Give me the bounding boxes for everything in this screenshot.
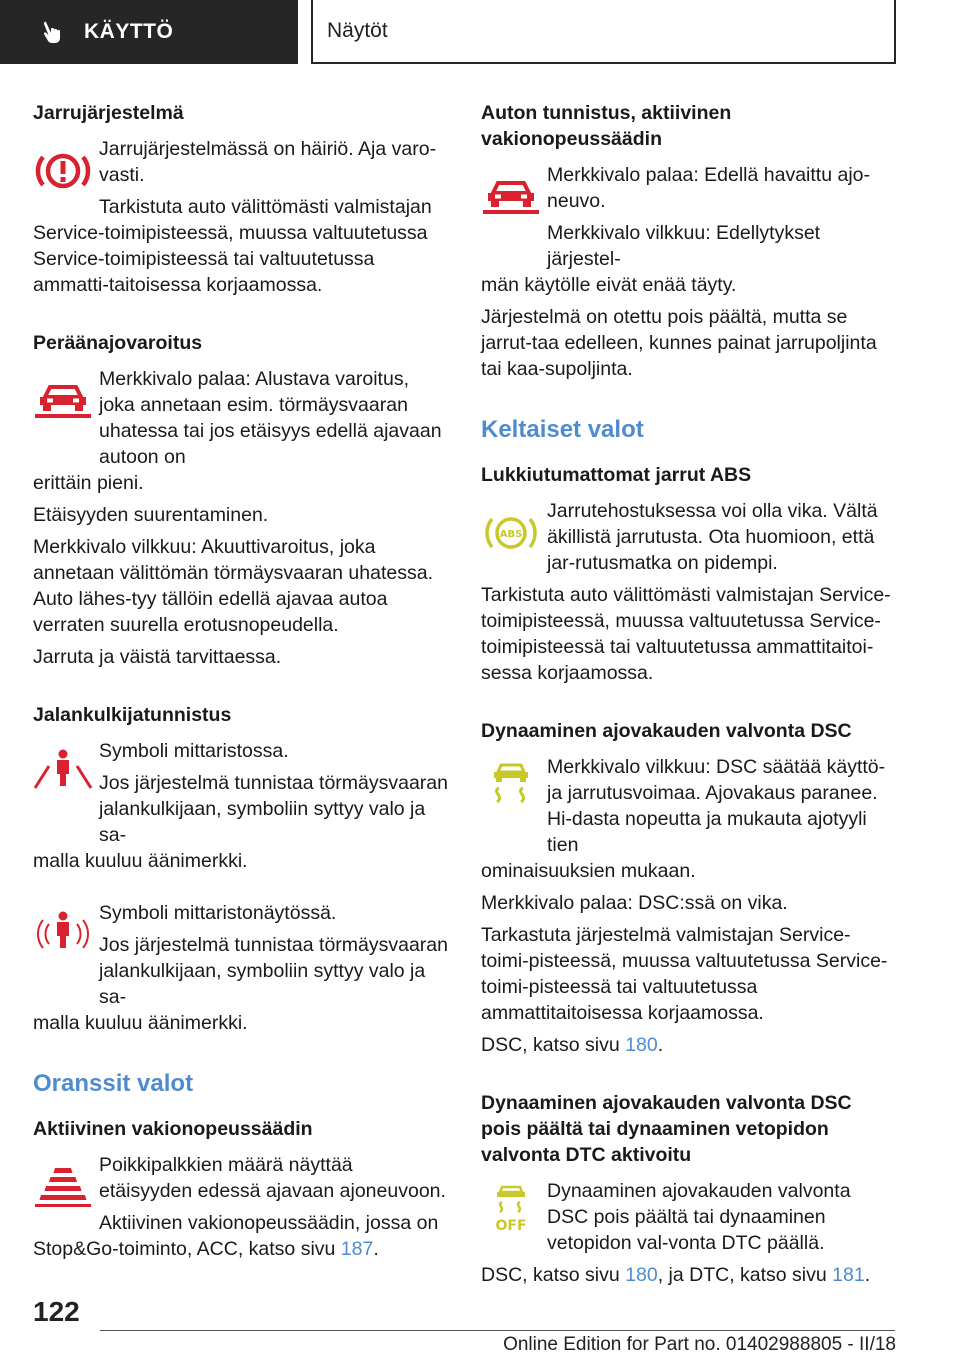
rear-collision-section	[33, 330, 449, 670]
car-detect-icon	[481, 166, 541, 226]
pedestrian-section	[33, 702, 449, 1036]
svg-text:OFF: OFF	[495, 1218, 527, 1234]
dsc-skid-icon	[481, 758, 541, 818]
brake-text-2b: Service-toimipisteessä, muussa valtuutetussa Service-toimipisteessä tai valtuutetussa ammatti-taitoisessa korjaamossa.	[33, 222, 428, 296]
pedestrian-road-icon	[33, 744, 93, 804]
rear-collision-text-3: Merkkivalo vilkkuu: Akuuttivaroitus, joka annetaan välittömän törmäysvaaran uhatessa. Auto lähes-tyy tällöin edellä ajavaa autoa verraten suurella erotusnopeudella.	[33, 536, 433, 636]
pedestrian-sound-icon	[33, 906, 93, 966]
dsc-off-text-2: DSC, katso sivu 180, ja DTC, katso sivu 181.	[481, 1264, 871, 1286]
pedestrian-a-text-2a: Jos järjestelmä tunnistaa törmäysvaaran jalankulkijaan, symboliin syttyy valo ja sa-	[99, 772, 448, 846]
brake-warning-icon	[33, 144, 93, 204]
dsc-text-4: DSC, katso sivu 180.	[481, 1034, 664, 1056]
rear-collision-text-1b: erittäin pieni.	[33, 472, 144, 494]
rear-collision-text-2: Etäisyyden suurentaminen.	[33, 504, 269, 526]
brake-text-1: Jarrujärjestelmässä on häiriö. Aja varo-vasti.	[99, 138, 437, 186]
dsc-off-text-1: Dynaaminen ajovakauden valvonta DSC pois päältä tai dynaaminen vetopidon val-vonta DTC päällä.	[547, 1180, 851, 1254]
page-link-180[interactable]: 180	[625, 1034, 658, 1056]
pedestrian-b-text-2a: Jos järjestelmä tunnistaa törmäysvaaran jalankulkijaan, symboliin syttyy valo ja sa-	[99, 934, 448, 1008]
acc-text-2b: Stop&Go-toiminto, ACC, katso sivu 187.	[33, 1238, 379, 1260]
vehicle-detect-title: Auton tunnistus, aktiivinen vakionopeussäädin	[481, 102, 732, 150]
page-link-181[interactable]: 181	[832, 1264, 865, 1286]
chapter-label: Näytöt	[327, 19, 388, 42]
pedestrian-a-text-2b: malla kuuluu äänimerkki.	[33, 850, 248, 872]
acc-title: Aktiivinen vakionopeussäädin	[33, 1118, 313, 1140]
dsc-section	[481, 718, 897, 1058]
rear-collision-text-1a: Merkkivalo palaa: Alustava varoitus, joka annetaan esim. törmäysvaaran uhatessa tai jos etäisyys edellä ajavaan autoon on	[99, 368, 442, 468]
distance-bars-icon	[33, 1156, 93, 1216]
dsc-text-1b: ominaisuuksien mukaan.	[481, 860, 696, 882]
rear-collision-title: Peräänajovaroitus	[33, 332, 203, 354]
dsc-text-2: Merkkivalo palaa: DSC:ssä on vika.	[481, 892, 788, 914]
yellow-lights-heading: Keltaiset valot	[481, 416, 644, 443]
yellow-lights-section	[481, 414, 897, 686]
vehicle-detect-text-3: Järjestelmä on otettu pois päältä, mutta se jarrut-taa edelleen, kunnes painat jarrupoljinta tai kaa-supoljinta.	[481, 306, 877, 380]
hand-pointer-icon	[40, 19, 66, 45]
page-link-180b[interactable]: 180	[625, 1264, 658, 1286]
dsc-off-section	[481, 1090, 897, 1288]
abs-title: Lukkiutumattomat jarrut ABS	[481, 464, 752, 486]
dsc-text-3: Tarkastuta järjestelmä valmistajan Service-toimi-pisteessä, muussa valtuutetussa Service-toimi-pisteessä tai valtuutetussa ammattitaitoisessa korjaamossa.	[481, 924, 888, 1024]
orange-lights-heading: Oranssit valot	[33, 1070, 194, 1097]
brake-title: Jarrujärjestelmä	[33, 102, 184, 124]
vehicle-detect-text-1: Merkkivalo palaa: Edellä havaittu ajo-neuvo.	[547, 164, 871, 212]
page-number: 122	[33, 1296, 80, 1327]
dsc-title: Dynaaminen ajovakauden valvonta DSC	[481, 720, 852, 742]
abs-text-2: Tarkistuta auto välittömästi valmistajan Service-toimipisteessä, muussa valtuutetussa Service-toimipisteessä tai valtuutetussa ammattitaitoi-sessa korjaamossa.	[481, 584, 891, 684]
abs-warning-icon	[481, 506, 541, 566]
brake-text-2a: Tarkistuta auto välittömästi valmistajan	[99, 196, 432, 218]
section-tab	[0, 0, 298, 64]
right-column	[481, 100, 897, 1288]
dsc-off-icon	[481, 1182, 541, 1242]
footer-edition: Online Edition for Part no. 01402988805 - II/18	[503, 1334, 896, 1355]
vehicle-detect-text-2b: män käytölle eivät enää täyty.	[481, 274, 737, 296]
dsc-text-1a: Merkkivalo vilkkuu: DSC säätää käyttö- ja jarrutusvoimaa. Ajovakaus paranee. Hi-dasta nopeutta ja mukauta ajotyyli tien	[547, 756, 886, 856]
left-column	[33, 100, 449, 1262]
section-label: KÄYTTÖ	[84, 20, 174, 43]
acc-text-2a: Aktiivinen vakionopeussäädin, jossa on	[99, 1212, 439, 1234]
pedestrian-a-text-1: Symboli mittaristossa.	[99, 740, 289, 762]
car-warning-red-icon	[33, 370, 93, 430]
dsc-off-title: Dynaaminen ajovakauden valvonta DSC pois päältä tai dynaaminen vetopidon valvonta DTC aktivoitu	[481, 1092, 852, 1166]
pedestrian-title: Jalankulkijatunnistus	[33, 704, 232, 726]
brake-section	[33, 100, 449, 298]
vehicle-detect-text-2a: Merkkivalo vilkkuu: Edellytykset järjestel-	[547, 222, 821, 270]
abs-text-1: Jarrutehostuksessa voi olla vika. Vältä äkillistä jarrutusta. Ota huomioon, että jar-rutusmatka on pidempi.	[547, 500, 878, 574]
page-link-187[interactable]: 187	[340, 1238, 374, 1260]
svg-text:ABS: ABS	[499, 529, 523, 540]
vehicle-detect-section	[481, 100, 897, 382]
chapter-header	[311, 0, 896, 64]
pedestrian-b-text-2b: malla kuuluu äänimerkki.	[33, 1012, 248, 1034]
acc-text-1: Poikkipalkkien määrä näyttää etäisyyden edessä ajavaan ajoneuvoon.	[99, 1154, 446, 1202]
rear-collision-text-4: Jarruta ja väistä tarvittaessa.	[33, 646, 282, 668]
footer-divider	[100, 1330, 895, 1331]
pedestrian-b-text-1: Symboli mittaristonäytössä.	[99, 902, 337, 924]
orange-lights-section	[33, 1068, 449, 1262]
